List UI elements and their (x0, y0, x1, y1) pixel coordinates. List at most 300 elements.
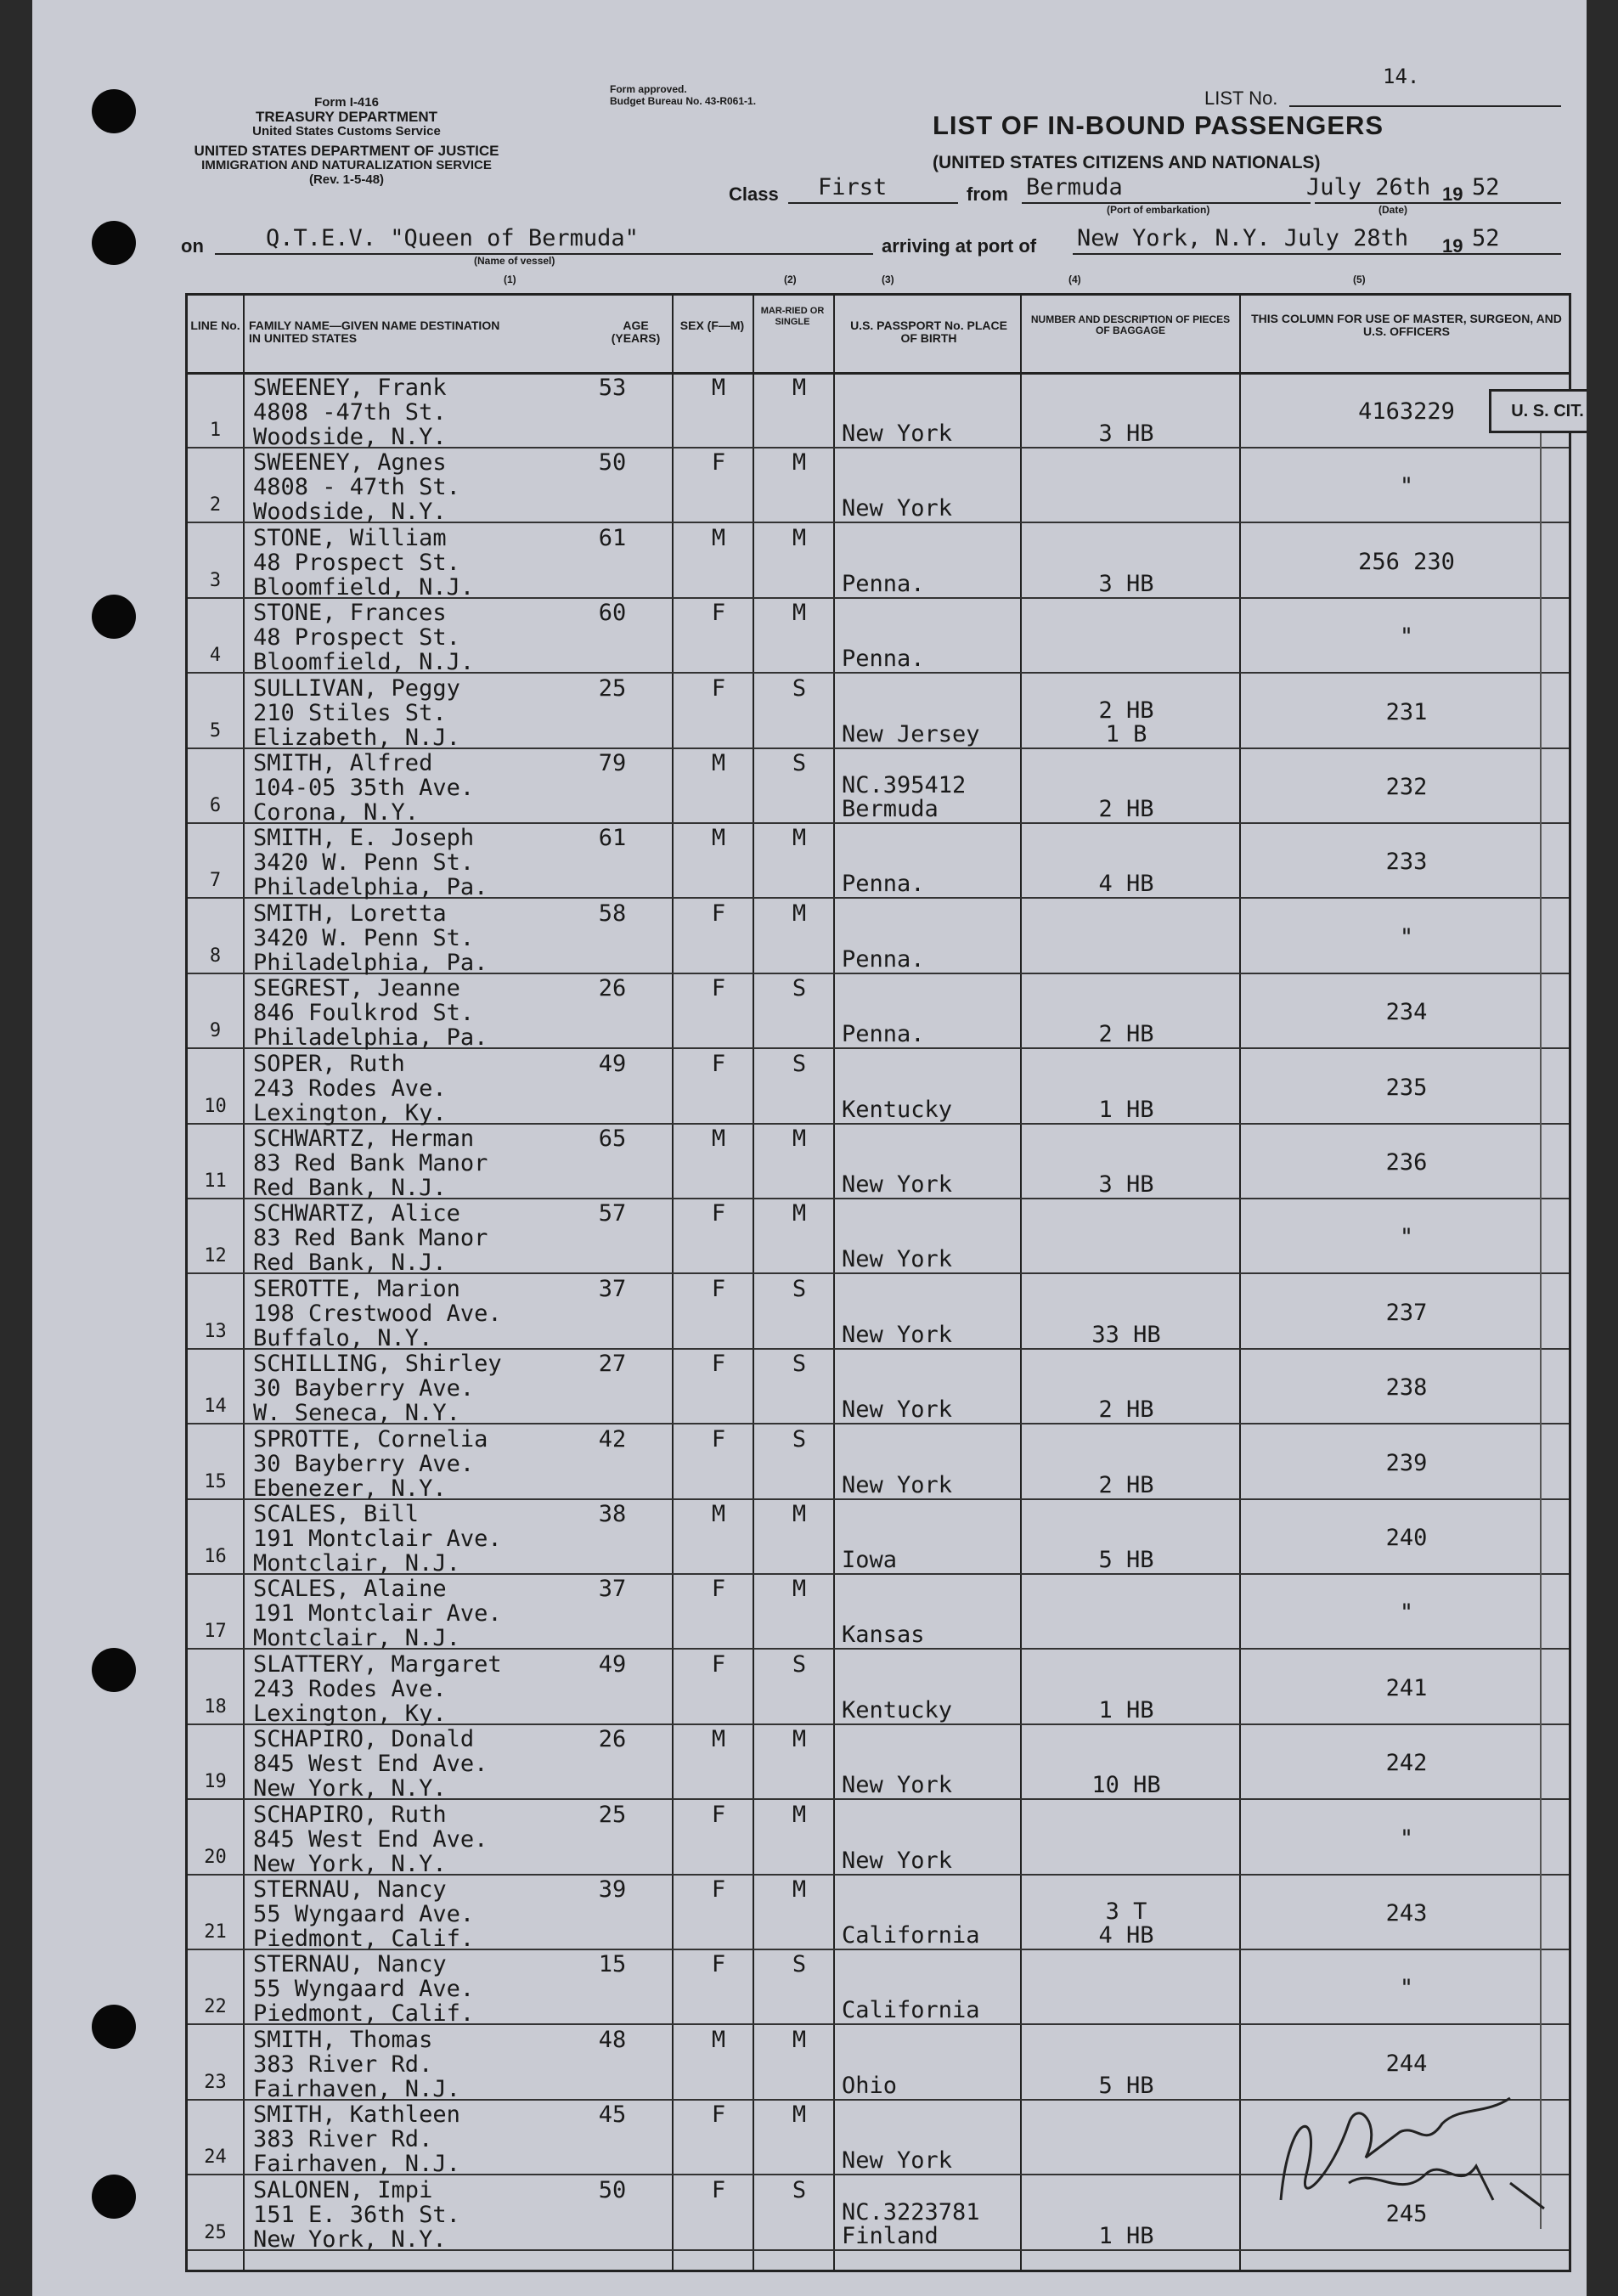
sex-value: F (711, 1576, 726, 1603)
street-address: 383 River Rd. (253, 2051, 433, 2078)
passport-birthplace (842, 1974, 1020, 2022)
baggage-line (1029, 773, 1224, 797)
street-address: 30 Bayberry Ave. (253, 1450, 475, 1477)
city-address: Ebenezer, N.Y. (253, 1475, 447, 1502)
baggage-line: 1 HB (1098, 2222, 1154, 2249)
form-number: Form I-416 (314, 95, 379, 110)
place-of-birth: Iowa (842, 1547, 898, 1573)
baggage-line (1029, 947, 1224, 971)
baggage-line (1029, 472, 1224, 496)
baggage-line: 5 HB (1098, 1547, 1154, 1573)
passport-birthplace (842, 472, 1020, 520)
header-sex: SEX (F—M) (679, 319, 745, 332)
passenger-name: SLATTERY, Margaret (253, 1650, 502, 1678)
baggage-line: 2 HB (1098, 697, 1154, 724)
age-value: 42 (598, 1425, 627, 1453)
street-address: 191 Montclair Ave. (253, 1600, 502, 1628)
place-of-birth: New York (842, 1847, 953, 1874)
city-address: Red Bank, N.J. (253, 1175, 447, 1201)
line-number: 18 (204, 1695, 227, 1718)
passport-birthplace (842, 1374, 1020, 1424)
approval-line: Budget Bureau No. 43-R061-1. (610, 95, 757, 107)
header-line-no: LINE No. (190, 319, 240, 332)
passport-birthplace (842, 2200, 1020, 2248)
table-row (188, 900, 1569, 974)
passport-birthplace (842, 998, 1020, 1046)
place-of-birth: Penna. (842, 570, 925, 597)
sex-value: F (711, 2176, 726, 2203)
port-caption: (Port of embarkation) (1107, 204, 1210, 216)
punch-hole (92, 1648, 136, 1692)
passport-birthplace (842, 1299, 1020, 1346)
sex-value: M (711, 2026, 726, 2053)
line-number: 12 (204, 1245, 227, 1267)
line-number: 19 (204, 1771, 227, 1793)
age-value: 50 (598, 449, 627, 477)
baggage (1029, 848, 1224, 898)
punch-hole (92, 595, 136, 639)
rule (1289, 105, 1561, 107)
officer-notation: 240 (1385, 1525, 1428, 1551)
city-address: Elizabeth, N.J. (253, 724, 460, 751)
marital-status: S (792, 1275, 807, 1302)
baggage (1029, 472, 1224, 520)
baggage-line (1029, 1223, 1224, 1247)
age-value: 79 (598, 750, 627, 776)
sex-value: F (711, 449, 726, 477)
line-number: 24 (204, 2147, 227, 2169)
marital-status: M (792, 2101, 807, 2129)
passport-number: NC.395412 (842, 772, 967, 798)
line-number: 9 (209, 1020, 222, 1042)
passenger-name: SCHILLING, Shirley (253, 1351, 502, 1378)
place-of-birth: Penna. (842, 871, 925, 898)
punch-hole (92, 2175, 136, 2219)
baggage (1029, 698, 1224, 746)
officer-notation: " (1399, 1599, 1414, 1627)
passport-birthplace (842, 1899, 1020, 1947)
city-address: Philadelphia, Pa. (253, 1024, 488, 1052)
passport-number (842, 1148, 1020, 1172)
baggage-line: 3 HB (1098, 1171, 1154, 1198)
city-address: Piedmont, Calif. (253, 2000, 475, 2028)
punch-hole (92, 221, 136, 265)
passport-number (842, 998, 1020, 1022)
table-row (188, 1500, 1569, 1575)
baggage-line: 3 T (1105, 1898, 1147, 1925)
marital-status: S (792, 1650, 807, 1678)
passenger-name: SCHAPIRO, Ruth (253, 1801, 447, 1828)
passport-number (842, 2124, 1020, 2148)
sex-value: M (711, 1125, 726, 1152)
marital-status: S (792, 750, 807, 776)
marital-status: M (792, 375, 807, 401)
column-number: (1) (504, 274, 516, 285)
baggage-line (1029, 548, 1224, 572)
form-identifier (151, 95, 542, 187)
rule (1073, 253, 1561, 255)
passenger-name: SCALES, Alaine (253, 1576, 447, 1603)
table-row (188, 1650, 1569, 1725)
age-value: 57 (598, 1200, 627, 1227)
street-address: 198 Crestwood Ave. (253, 1300, 502, 1327)
place-of-birth: New York (842, 1171, 953, 1198)
passport-birthplace (842, 698, 1020, 746)
age-value: 45 (598, 2101, 627, 2129)
table-row (188, 1801, 1569, 1876)
baggage-line (1029, 2148, 1224, 2172)
place-of-birth: New York (842, 1396, 953, 1424)
baggage-line: 1 B (1105, 720, 1147, 747)
sex-value: F (711, 1425, 726, 1453)
sex-value: F (711, 1876, 726, 1903)
passport-birthplace (842, 1825, 1020, 1872)
baggage (1029, 2050, 1224, 2097)
age-value: 58 (598, 900, 627, 927)
officer-notation: " (1399, 623, 1414, 651)
list-number: 14. (1383, 65, 1420, 88)
baggage-line: 10 HB (1091, 1772, 1161, 1799)
table-row (188, 1575, 1569, 1650)
passport-number (842, 398, 1020, 421)
place-of-birth: New York (842, 2147, 953, 2175)
embarkation-port: Bermuda (1026, 174, 1123, 200)
place-of-birth: Kentucky (842, 1096, 953, 1123)
age-value: 53 (598, 375, 627, 401)
baggage-line (1029, 1998, 1224, 2022)
line-number: 10 (204, 1095, 227, 1117)
table-row (188, 1199, 1569, 1277)
passport-birthplace (842, 1223, 1020, 1271)
baggage (1029, 1148, 1224, 1196)
citizenship-stamp: U. S. CIT. (1489, 389, 1587, 433)
baggage (1029, 773, 1224, 821)
baggage (1029, 1074, 1224, 1121)
baggage-line (1029, 1622, 1224, 1646)
line-number: 1 (209, 420, 222, 441)
year-prefix: 19 (1442, 235, 1463, 257)
marital-status: M (792, 1726, 807, 1753)
marital-status: S (792, 1951, 807, 1978)
street-address: 243 Rodes Ave. (253, 1075, 447, 1102)
on-label: on (181, 235, 204, 257)
line-number: 16 (204, 1546, 227, 1567)
officer-notation: " (1399, 1975, 1414, 2002)
marital-status: M (792, 900, 807, 927)
sex-value: M (711, 1726, 726, 1753)
baggage-line (1029, 646, 1224, 670)
street-address: 55 Wyngaard Ave. (253, 1901, 475, 1927)
baggage (1029, 1524, 1224, 1571)
street-address: 845 West End Ave. (253, 1751, 488, 1778)
rule (1315, 202, 1561, 204)
sex-value: F (711, 900, 726, 927)
officer-notation: " (1399, 923, 1414, 951)
table-row (188, 1350, 1569, 1427)
baggage (1029, 1674, 1224, 1722)
passport-birthplace (842, 623, 1020, 673)
officer-notation: 232 (1385, 774, 1428, 800)
line-number: 14 (204, 1396, 227, 1418)
officer-notation: 237 (1385, 1299, 1428, 1326)
class-label: Class (729, 183, 779, 205)
class-value: First (818, 174, 888, 200)
sex-value: M (711, 524, 726, 551)
city-address: Philadelphia, Pa. (253, 949, 488, 976)
street-address: 104-05 35th Ave. (253, 775, 475, 801)
department-name: UNITED STATES DEPARTMENT OF JUSTICE (194, 143, 499, 159)
passport-number (842, 1223, 1020, 1247)
baggage-line: 1 HB (1098, 1696, 1154, 1723)
officer-notation: " (1399, 1224, 1414, 1251)
street-address: 243 Rodes Ave. (253, 1675, 447, 1702)
passport-birthplace (842, 1148, 1020, 1196)
age-value: 65 (598, 1125, 627, 1152)
sex-value: F (711, 674, 726, 702)
place-of-birth: New York (842, 420, 953, 447)
arriving-label: arriving at port of (882, 235, 1037, 257)
street-address: 4808 - 47th St. (253, 474, 460, 501)
embarkation-date: July 26th (1306, 174, 1431, 200)
street-address: 845 West End Ave. (253, 1825, 488, 1853)
age-value: 26 (598, 1726, 627, 1753)
marital-status: M (792, 2026, 807, 2053)
place-of-birth: Kentucky (842, 1696, 953, 1723)
baggage-line: 4 HB (1098, 871, 1154, 898)
age-value: 37 (598, 1576, 627, 1603)
place-of-birth: California (842, 1922, 980, 1949)
street-address: 210 Stiles St. (253, 699, 447, 726)
vessel-name: Q.T.E.V. "Queen of Bermuda" (266, 225, 639, 251)
passport-birthplace (842, 1749, 1020, 1797)
passenger-name: SULLIVAN, Peggy (253, 674, 460, 702)
baggage-line: 33 HB (1091, 1321, 1161, 1348)
passport-number (842, 1374, 1020, 1397)
passenger-name: SCHWARTZ, Alice (253, 1200, 460, 1227)
service-name: United States Customs Service (252, 124, 441, 138)
passport-number (842, 848, 1020, 872)
officer-notation: 235 (1385, 1074, 1428, 1101)
passport-number (842, 1749, 1020, 1773)
baggage (1029, 923, 1224, 971)
baggage (1029, 1899, 1224, 1947)
sex-value: F (711, 975, 726, 1002)
baggage-line (1029, 1848, 1224, 1872)
header-baggage: NUMBER AND DESCRIPTION OF PIECES OF BAGGAGE (1030, 313, 1231, 336)
street-address: 48 Prospect St. (253, 549, 460, 576)
passenger-table (185, 293, 1571, 2272)
place-of-birth: New York (842, 1246, 953, 1273)
officer-notation: 244 (1385, 2050, 1428, 2077)
age-value: 49 (598, 1650, 627, 1678)
passport-birthplace (842, 548, 1020, 595)
place-of-birth: Penna. (842, 1021, 925, 1048)
baggage-line (1029, 2124, 1224, 2148)
city-address: Montclair, N.J. (253, 1550, 460, 1577)
officer-notation: 243 (1385, 1900, 1428, 1926)
marital-status: M (792, 1125, 807, 1152)
street-address: 83 Red Bank Manor (253, 1150, 488, 1176)
age-value: 61 (598, 524, 627, 551)
passenger-name: SMITH, Kathleen (253, 2101, 460, 2129)
age-value: 15 (598, 1951, 627, 1978)
baggage (1029, 1223, 1224, 1271)
line-number: 8 (209, 945, 222, 967)
passport-birthplace (842, 773, 1020, 821)
baggage-line (1029, 1749, 1224, 1773)
baggage-line (1029, 2200, 1224, 2224)
budget-approval (610, 83, 756, 107)
passenger-name: SMITH, E. Joseph (253, 825, 475, 852)
baggage (1029, 1974, 1224, 2022)
sex-value: F (711, 1650, 726, 1678)
officer-notation: 231 (1385, 698, 1428, 725)
from-label: from (967, 183, 1008, 205)
line-number: 25 (204, 2221, 227, 2243)
line-number: 2 (209, 494, 222, 516)
passport-birthplace (842, 848, 1020, 898)
baggage (1029, 1599, 1224, 1646)
baggage-line (1029, 623, 1224, 646)
city-address: New York, N.Y. (253, 1850, 447, 1877)
street-address: 4808 -47th St. (253, 399, 447, 426)
officer-signature (1272, 2073, 1561, 2225)
baggage-line (1029, 1825, 1224, 1848)
city-address: Bloomfield, N.J. (253, 649, 475, 676)
approval-line: Form approved. (610, 83, 687, 95)
manifest-sheet (32, 0, 1587, 2296)
passport-number: NC.3223781 (842, 2198, 980, 2225)
city-address: Lexington, Ky. (253, 1700, 447, 1727)
baggage-line: 2 HB (1098, 1471, 1154, 1498)
passenger-name: SMITH, Alfred (253, 750, 433, 776)
column-number: (5) (1353, 274, 1366, 285)
stamp-guide-line (1540, 428, 1542, 2229)
sex-value: F (711, 1351, 726, 1378)
column-number: (2) (784, 274, 797, 285)
street-address: 55 Wyngaard Ave. (253, 1976, 475, 2003)
baggage (1029, 1449, 1224, 1497)
marital-status: M (792, 1876, 807, 1903)
passenger-name: STONE, William (253, 524, 447, 551)
baggage-line: 5 HB (1098, 2072, 1154, 2099)
age-value: 38 (598, 1501, 627, 1527)
baggage-line (1029, 848, 1224, 872)
officer-notation: 236 (1385, 1149, 1428, 1176)
line-number: 7 (209, 870, 222, 892)
baggage (1029, 1374, 1224, 1424)
passport-number (842, 1674, 1020, 1698)
passport-number (842, 1599, 1020, 1622)
table-row (188, 749, 1569, 824)
city-address: Woodside, N.Y. (253, 424, 447, 450)
department-name: TREASURY DEPARTMENT (255, 109, 438, 125)
header-age: AGE (YEARS) (611, 319, 661, 345)
baggage-line (1029, 1374, 1224, 1397)
header-married: MAR-RIED OR SINGLE (760, 306, 825, 327)
line-number: 17 (204, 1621, 227, 1643)
passport-birthplace (842, 1524, 1020, 1571)
baggage (1029, 623, 1224, 670)
passenger-name: SOPER, Ruth (253, 1050, 405, 1077)
passport-number (842, 923, 1020, 947)
passenger-name: SEROTTE, Marion (253, 1275, 460, 1302)
city-address: New York, N.Y. (253, 2225, 447, 2253)
passenger-name: SALONEN, Impi (253, 2176, 433, 2203)
sex-value: F (711, 1275, 726, 1302)
street-address: 83 Red Bank Manor (253, 1225, 488, 1252)
line-number: 11 (204, 1171, 227, 1192)
place-of-birth: New York (842, 1321, 953, 1348)
line-number: 23 (204, 2071, 227, 2093)
table-row (188, 1950, 1569, 2028)
street-address: 3420 W. Penn St. (253, 924, 475, 951)
sex-value: M (711, 375, 726, 401)
passenger-name: SPROTTE, Cornelia (253, 1425, 488, 1453)
table-row (188, 374, 1569, 448)
marital-status: M (792, 1200, 807, 1227)
passport-birthplace (842, 1074, 1020, 1121)
sex-value: M (711, 825, 726, 852)
city-address: Red Bank, N.J. (253, 1250, 447, 1277)
line-number: 6 (209, 795, 222, 816)
sex-value: M (711, 1501, 726, 1527)
page-title: LIST OF IN-BOUND PASSENGERS (933, 110, 1384, 140)
officer-notation: 234 (1385, 999, 1428, 1026)
passport-birthplace (842, 923, 1020, 971)
street-address: 191 Montclair Ave. (253, 1526, 502, 1552)
passenger-name: STERNAU, Nancy (253, 1876, 447, 1903)
city-address: W. Seneca, N.Y. (253, 1400, 460, 1427)
officer-notation: 233 (1385, 849, 1428, 876)
marital-status: M (792, 524, 807, 551)
revision-date: (Rev. 1-5-48) (308, 172, 385, 187)
passport-number (842, 698, 1020, 722)
passport-birthplace (842, 1449, 1020, 1497)
arrival-port: New York, N.Y. July 28th (1077, 225, 1409, 251)
officer-notation: 256 230 (1358, 548, 1455, 575)
marital-status: M (792, 449, 807, 477)
marital-status: M (792, 1576, 807, 1603)
baggage-line (1029, 2050, 1224, 2073)
embarkation-year: 52 (1472, 174, 1500, 200)
passport-number (842, 1074, 1020, 1097)
baggage (1029, 398, 1224, 445)
street-address: 383 River Rd. (253, 2126, 433, 2153)
street-address: 48 Prospect St. (253, 624, 460, 652)
passenger-name: SEGREST, Jeanne (253, 975, 460, 1002)
table-row (188, 599, 1569, 674)
line-number: 15 (204, 1470, 227, 1492)
officer-notation: 241 (1385, 1674, 1428, 1701)
marital-status: S (792, 1425, 807, 1453)
passport-birthplace (842, 1674, 1020, 1722)
street-address: 3420 W. Penn St. (253, 849, 475, 877)
baggage-line (1029, 1974, 1224, 1998)
place-of-birth: Kansas (842, 1622, 925, 1649)
baggage-line: 2 HB (1098, 796, 1154, 822)
marital-status: S (792, 2176, 807, 2203)
passenger-name: SCALES, Bill (253, 1501, 420, 1527)
sex-value: F (711, 1050, 726, 1077)
place-of-birth: New Jersey (842, 720, 980, 747)
passport-number (842, 1974, 1020, 1998)
column-number: (4) (1068, 274, 1081, 285)
passport-number (842, 1299, 1020, 1323)
place-of-birth: New York (842, 1471, 953, 1498)
place-of-birth: California (842, 1997, 980, 2024)
baggage-line (1029, 1074, 1224, 1097)
